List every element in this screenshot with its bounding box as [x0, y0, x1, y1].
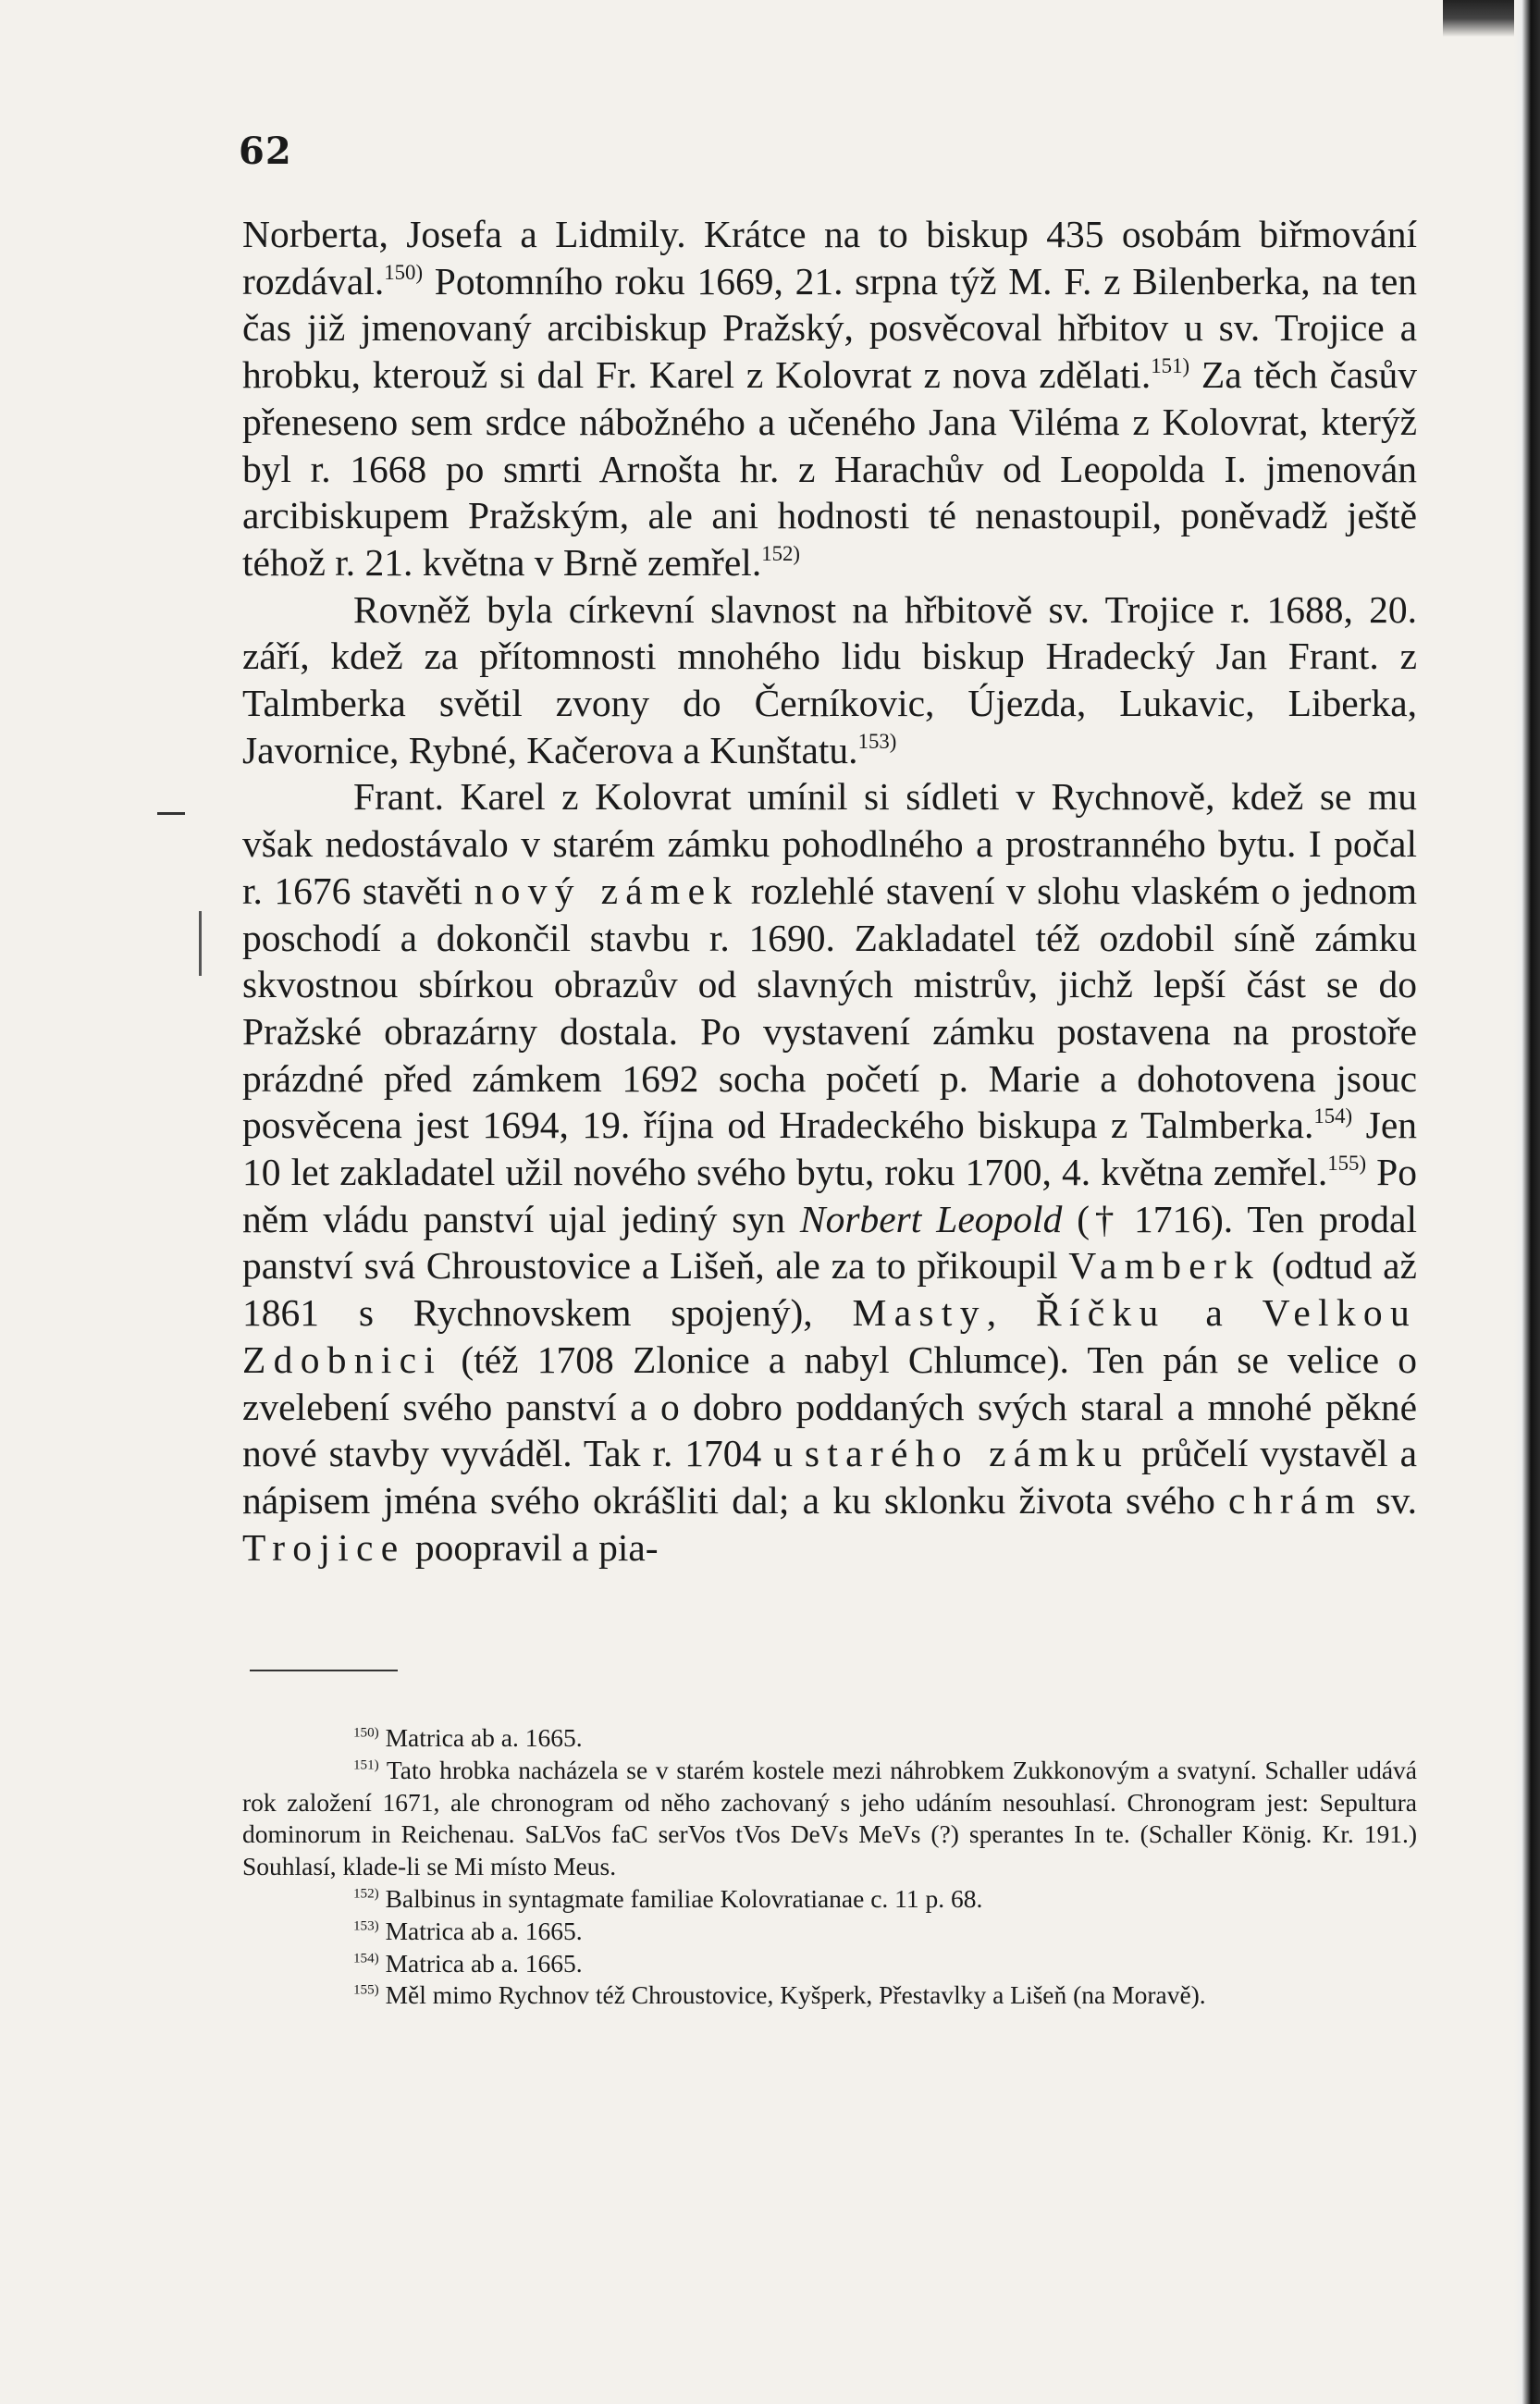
italic-name: Norbert Leopold: [799, 1197, 1063, 1240]
spaced-emphasis: starého zámku: [804, 1432, 1130, 1475]
scan-edge-right: [1514, 0, 1540, 2404]
paragraph-3: Frant. Karel z Kolovrat umínil si sídleti v Rychnově, kdež se mu však nedostávalo v starém zámku pohodlného a prostranného bytu. I počal r. 1676 stavěti nový zámek rozlehlé stavení v slohu vlaském o jednom poschodí a dokončil stavbu r. 1690. Zakladatel též ozdobil síně zámku skvostnou sbírkou obrazův od slavných mistrův, jichž lepší část se do Pražské obrazárny dostala. Po vystavení zámku postavena na prostoře prázdné před zámkem 1692 socha početí p. Marie a dohotovena jsouc posvěcena jest 1694, 19. října od Hradeckého biskupa z Talmberka.$^{154)}$ Jen 10 let zakladatel užil nového svého bytu, roku 1700, 4. května zemřel.$^{155)}$ Po něm vládu panství ujal jediný syn Norbert Leopold († 1716). Ten prodal panství svá Chroustovice a Lišeň, ale za to přikoupil Vamberk (odtud až 1861 s Rychnovskem spojený), Masty, Říčku a Velkou Zdobnici (též 1708 Zlonice a nabyl Chlumce). Ten pán se velice o zvelebení svého panství a o dobro poddaných svých staral a mnohé pěkné nové stavby vyváděl. Tak r. 1704 u starého zámku průčelí vystavěl a nápisem jména svého okrášliti dal; a ku sklonku života svého chrám sv. Trojice poopravil a pia-: [242, 775, 1418, 1569]
footnote-153: $^{153)}$ Matrica ab a. 1665.: [353, 1916, 583, 1945]
footnote-151: $^{151)}$ Tato hrobka nacházela se v starém kostele mezi náhrobkem Zukkonovým a svatyní. Schaller udává rok založení 1671, ale chronogram od něho zachovaný s jeho udáním nesouhlasí. Chronogram jest: Sepultura dominorum in Reichenau. SaLVos faC serVos tVos DeVs MeVs (?) sperantes In te. (Schaller König. Kr. 191.) Souhlasí, klade-li se Mi místo Meus.: [242, 1755, 1417, 1881]
footnotes: [242, 1722, 1417, 2012]
footnote-reference: 153): [857, 729, 897, 753]
spaced-emphasis: Říčku: [1035, 1291, 1166, 1335]
footnote-reference: 150): [353, 1725, 379, 1741]
margin-dash-mark: [157, 812, 185, 815]
footnote-152: $^{152)}$ Balbinus in syntagmate familiae Kolovratianae c. 11 p. 68.: [353, 1883, 983, 1913]
spaced-emphasis: Masty: [852, 1291, 987, 1335]
paragraph-2: Rovněž byla církevní slavnost na hřbitově sv. Trojice r. 1688, 20. září, kdež za přítomnosti mnohého lidu biskup Hradecký Jan Frant. z Talmberka světil zvony do Černíkovic, Újezda, Lukavic, Liberka, Javornice, Rybné, Kačerova a Kunštatu.$^{153)}$: [242, 587, 1417, 771]
footnote-reference: 151): [353, 1757, 379, 1773]
spaced-emphasis: nový zámek: [474, 869, 740, 912]
footnote-divider: [250, 1670, 398, 1671]
spaced-emphasis: Velkou Zdobnici: [242, 1291, 1418, 1381]
footnote-reference: 152): [353, 1886, 379, 1902]
spaced-emphasis: Vamberk: [1068, 1244, 1262, 1288]
footnote-reference: 151): [1151, 354, 1190, 378]
body-text: [242, 211, 1417, 1571]
footnote-155: $^{155)}$ Měl mimo Rychnov též Chroustovice, Kyšperk, Přestavlky a Lišeň (na Moravě).: [353, 1980, 1206, 2010]
paragraph-1: Norberta, Josefa a Lidmily. Krátce na to biskup 435 osobám biřmování rozdával.$^{150)}$ Potomního roku 1669, 21. srpna týž M. F. z Bilenberka, na ten čas již jmenovaný arcibiskup Pražský, posvěcoval hřbitov u sv. Trojice a hrobku, kterouž si dal Fr. Karel z Kolovrat z nova zdělati.$^{151)}$ Za těch časův přeneseno sem srdce nábožného a učeného Jana Viléma z Kolovrat, kterýž byl r. 1668 po smrti Arnošta hr. z Harachův od Leopolda I. jmenován arcibiskupem Pražským, ale ani hodnosti té nenastoupil, poněvadž ještě téhož r. 21. května v Brně zemřel.$^{152)}$: [242, 213, 1417, 584]
footnote-reference: 155): [1327, 1152, 1367, 1176]
spaced-emphasis: Trojice: [242, 1525, 406, 1569]
footnote-reference: 152): [761, 541, 801, 565]
footnote-150: $^{150)}$ Matrica ab a. 1665.: [353, 1723, 583, 1752]
footnote-reference: 154): [1313, 1104, 1353, 1128]
page-number: 62: [239, 129, 292, 173]
spaced-emphasis: chrám: [1228, 1478, 1363, 1522]
footnote-reference: 154): [353, 1951, 379, 1966]
margin-bar-mark: [199, 911, 202, 976]
footnote-reference: 155): [353, 1982, 379, 1998]
footnote-reference: 150): [384, 260, 424, 284]
footnote-154: $^{154)}$ Matrica ab a. 1665.: [353, 1948, 583, 1978]
footnote-reference: 153): [353, 1918, 379, 1934]
